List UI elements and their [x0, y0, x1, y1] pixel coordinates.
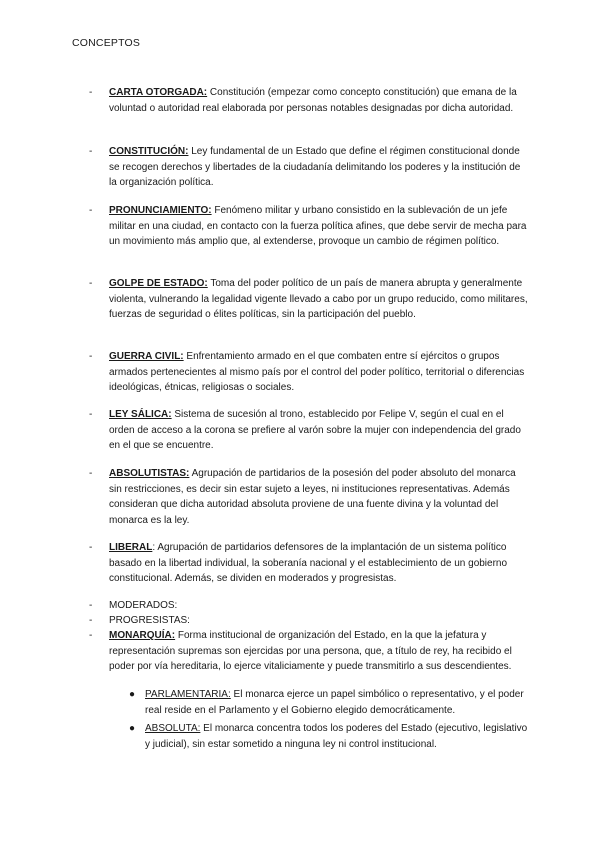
list-dash: - — [89, 278, 93, 289]
term-label: GOLPE DE ESTADO: — [109, 278, 208, 289]
list-item-moderados — [89, 598, 529, 614]
bullet-icon: ● — [129, 689, 136, 700]
list-item-golpe-de-estado — [89, 276, 529, 323]
term-definition: Fenómeno militar y urbano consistido en la sublevación de un jefe militar en una ciudad, en contacto con la fuerza política afines, que debe servir de mecha para un movimiento más amplio que, al extenderse, provoque un cambio de régimen político. — [109, 205, 527, 247]
term-label: MONARQUÍA: — [109, 630, 176, 641]
subterm-label: PARLAMENTARIA: — [145, 689, 231, 700]
list-item-constitucion — [89, 144, 529, 191]
list-item-absolutistas — [89, 466, 529, 528]
list-dash: - — [89, 600, 93, 611]
term-label: LIBERAL — [109, 542, 153, 553]
subterm-definition: El monarca ejerce un papel simbólico o representativo, y el poder real reside en el Parlamento y el Gobierno elegido democráticamente. — [145, 689, 524, 716]
term-definition: : Agrupación de partidarios defensores de la implantación de un sistema político basado en la libertad individual, la soberanía nacional y el establecimiento de un gobierno constitucional. Además, se dividen en moderados y progresistas. — [109, 542, 508, 584]
list-dash: - — [89, 615, 93, 626]
list-dash: - — [89, 205, 93, 216]
sublist-item-parlamentaria — [129, 687, 529, 718]
term-label: GUERRA CIVIL: — [109, 351, 184, 362]
list-item-guerra-civil — [89, 349, 529, 396]
list-dash: - — [89, 468, 93, 479]
term-label: CARTA OTORGADA: — [109, 87, 208, 98]
list-item-carta-otorgada — [89, 85, 529, 116]
term-label: PRONUNCIAMIENTO: — [109, 205, 212, 216]
list-dash: - — [89, 87, 93, 98]
list-dash: - — [89, 351, 93, 362]
term-definition: Constitución (empezar como concepto constitución) que emana de la voluntad o autoridad real elaborada por personas notables designadas por dicha autoridad. — [109, 87, 517, 114]
term-definition: Agrupación de partidarios de la posesión del poder absoluto del monarca sin restricciones, es decir sin estar sujeto a leyes, ni instituciones representativas. Además consideran que dicha autoridad absoluta proviene de una fuente divina y la voluntad del monarca es la ley. — [109, 468, 516, 526]
list-item-progresistas — [89, 613, 529, 629]
list-dash: - — [89, 146, 93, 157]
page-title: CONCEPTOS — [72, 37, 141, 49]
list-dash: - — [89, 630, 93, 641]
term-label: CONSTITUCIÓN: — [109, 146, 189, 157]
list-dash: - — [89, 409, 93, 420]
bullet-icon: ● — [129, 723, 136, 734]
list-item-ley-salica — [89, 407, 529, 454]
subterm-definition: El monarca concentra todos los poderes del Estado (ejecutivo, legislativo y judicial), sin estar sometido a ninguna ley ni control institucional. — [145, 723, 528, 750]
monarquia-sublist — [129, 687, 529, 755]
term-label: LEY SÁLICA: — [109, 409, 172, 420]
term-definition: Toma del poder político de un país de manera abrupta y generalmente violenta, vulnerando la legalidad vigente llevado a cabo por un grupo reducido, como militares, fuerzas de seguridad o élites políticas, sin la participación del pueblo. — [109, 278, 528, 320]
term-plain: PROGRESISTAS: — [109, 615, 190, 626]
term-label: ABSOLUTISTAS: — [109, 468, 190, 479]
term-definition: Ley fundamental de un Estado que define el régimen constitucional donde se recogen derechos y libertades de la ciudadanía delimitando los poderes y la institución de la organización política. — [109, 146, 521, 188]
term-definition: Forma institucional de organización del Estado, en la que la jefatura y representación supremas son ejercidas por una persona, que, a título de rey, ha recibido el poder por vía hereditaria, lo ejerce vitaliciamente y puede transmitirlo a sus descendientes. — [109, 630, 512, 672]
subterm-label: ABSOLUTA: — [145, 723, 201, 734]
list-item-monarquia — [89, 628, 529, 675]
term-definition: Enfrentamiento armado en el que combaten entre sí ejércitos o grupos armados pertenecientes al mismo país por el control del poder político, territorial o diferencias ideológicas, étnicas, religiosas o sociales. — [109, 351, 525, 393]
sublist-item-absoluta — [129, 721, 529, 752]
list-item-pronunciamiento — [89, 203, 529, 250]
list-dash: - — [89, 542, 93, 553]
term-definition: Sistema de sucesión al trono, establecido por Felipe V, según el cual en el orden de acceso a la corona se prefiere al varón sobre la mujer con independencia del grado en el que se encuentre. — [109, 409, 521, 451]
list-item-liberal — [89, 540, 529, 587]
term-plain: MODERADOS: — [109, 600, 178, 611]
